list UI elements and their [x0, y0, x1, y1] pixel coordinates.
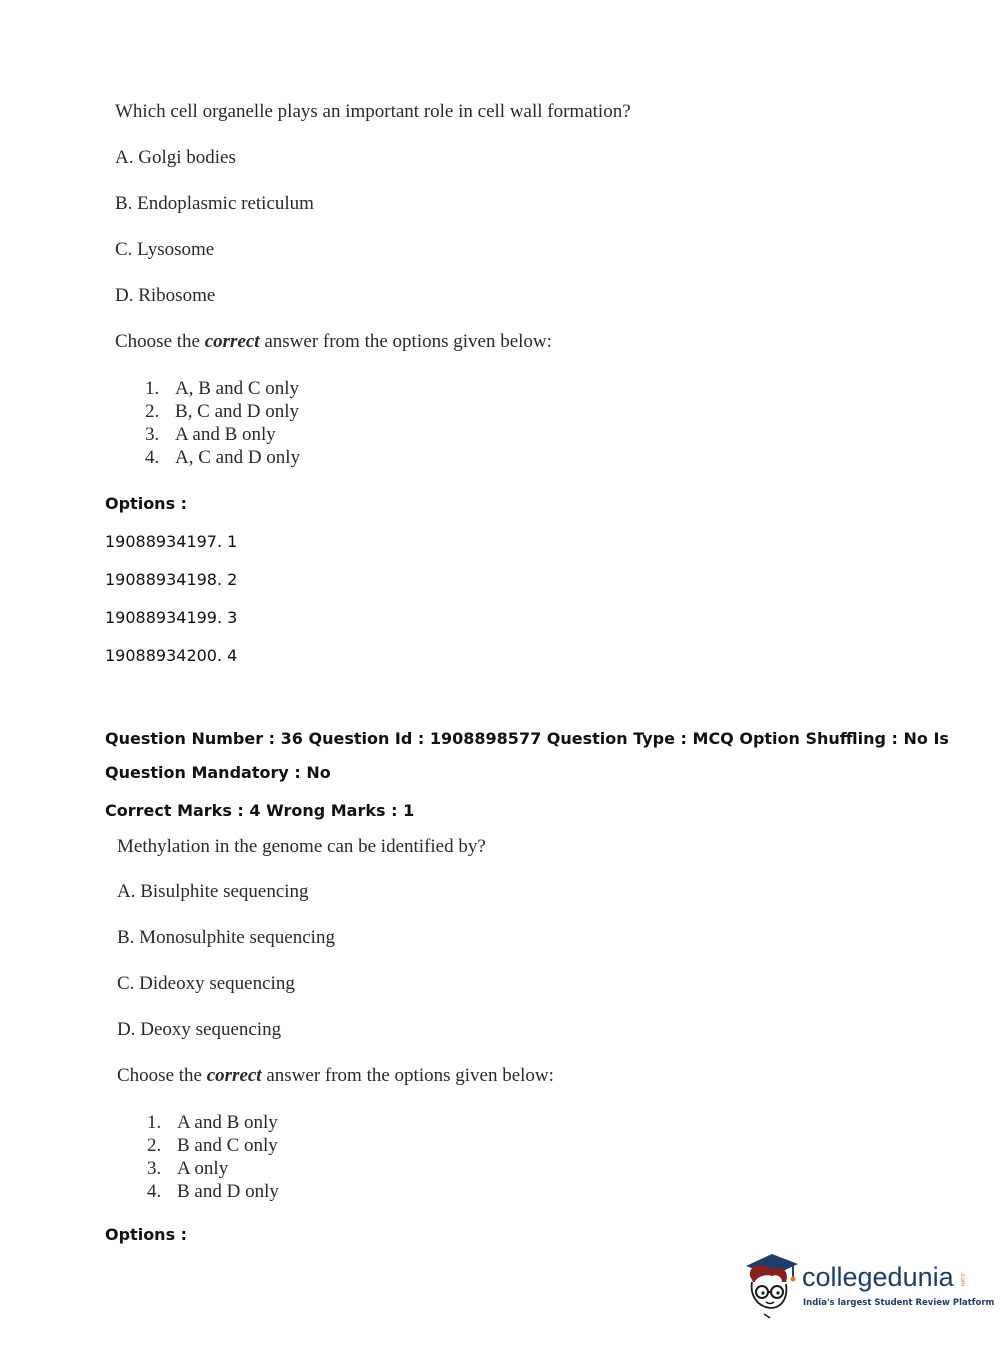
q35-options-label: Options :	[105, 494, 188, 513]
list-item: 4. B and D only	[147, 1181, 279, 1202]
q36-statement-a: A. Bisulphite sequencing	[117, 881, 309, 902]
q35-answer-list	[145, 377, 300, 469]
list-item: 2. B, C and D only	[145, 401, 300, 422]
collegedunia-logo	[742, 1248, 995, 1320]
q36-meta-line1: Question Number : 36 Question Id : 1908898577 Question Type : MCQ Option Shuffling : No Is	[105, 729, 949, 748]
q35-statement-c: C. Lysosome	[115, 239, 215, 260]
q36-choose-instruction: Choose the correct answer from the options given below:	[117, 1065, 554, 1086]
q35-option-2: 19088934198. 2	[105, 570, 238, 589]
list-item: 3. A and B only	[145, 424, 276, 445]
q35-statement-d: D. Ribosome	[115, 285, 216, 306]
q35-choose-instruction: Choose the correct answer from the options given below:	[115, 331, 552, 352]
list-item: 3. A only	[147, 1158, 229, 1179]
q36-statement-b: B. Monosulphite sequencing	[117, 927, 335, 948]
list-item: 2. B and C only	[147, 1135, 278, 1156]
q36-statement-d: D. Deoxy sequencing	[117, 1019, 282, 1040]
q36-meta-line2: Question Mandatory : No	[105, 763, 331, 782]
q35-option-1: 19088934197. 1	[105, 532, 238, 551]
list-item: 1. A, B and C only	[145, 378, 300, 399]
q36-answer-list	[147, 1111, 279, 1203]
q36-statement-c: C. Dideoxy sequencing	[117, 973, 295, 994]
q36-marks: Correct Marks : 4 Wrong Marks : 1	[105, 801, 415, 820]
q35-option-4: 19088934200. 4	[105, 646, 238, 665]
q35-statement-a: A. Golgi bodies	[115, 147, 236, 168]
q35-option-3: 19088934199. 3	[105, 608, 238, 627]
logo-tagline: India's largest Student Review Platform	[803, 1298, 995, 1308]
list-item: 1. A and B only	[147, 1112, 278, 1133]
q36-options-label: Options :	[105, 1225, 188, 1244]
q35-question: Which cell organelle plays an important role in cell wall formation?	[115, 101, 631, 122]
q35-statement-b: B. Endoplasmic reticulum	[115, 193, 314, 214]
student-mascot-icon	[742, 1248, 802, 1320]
q36-question: Methylation in the genome can be identified by?	[117, 836, 486, 857]
logo-domain-suffix: .com	[959, 1272, 966, 1287]
list-item: 4. A, C and D only	[145, 447, 301, 468]
logo-wordmark: collegedunia	[802, 1262, 954, 1292]
